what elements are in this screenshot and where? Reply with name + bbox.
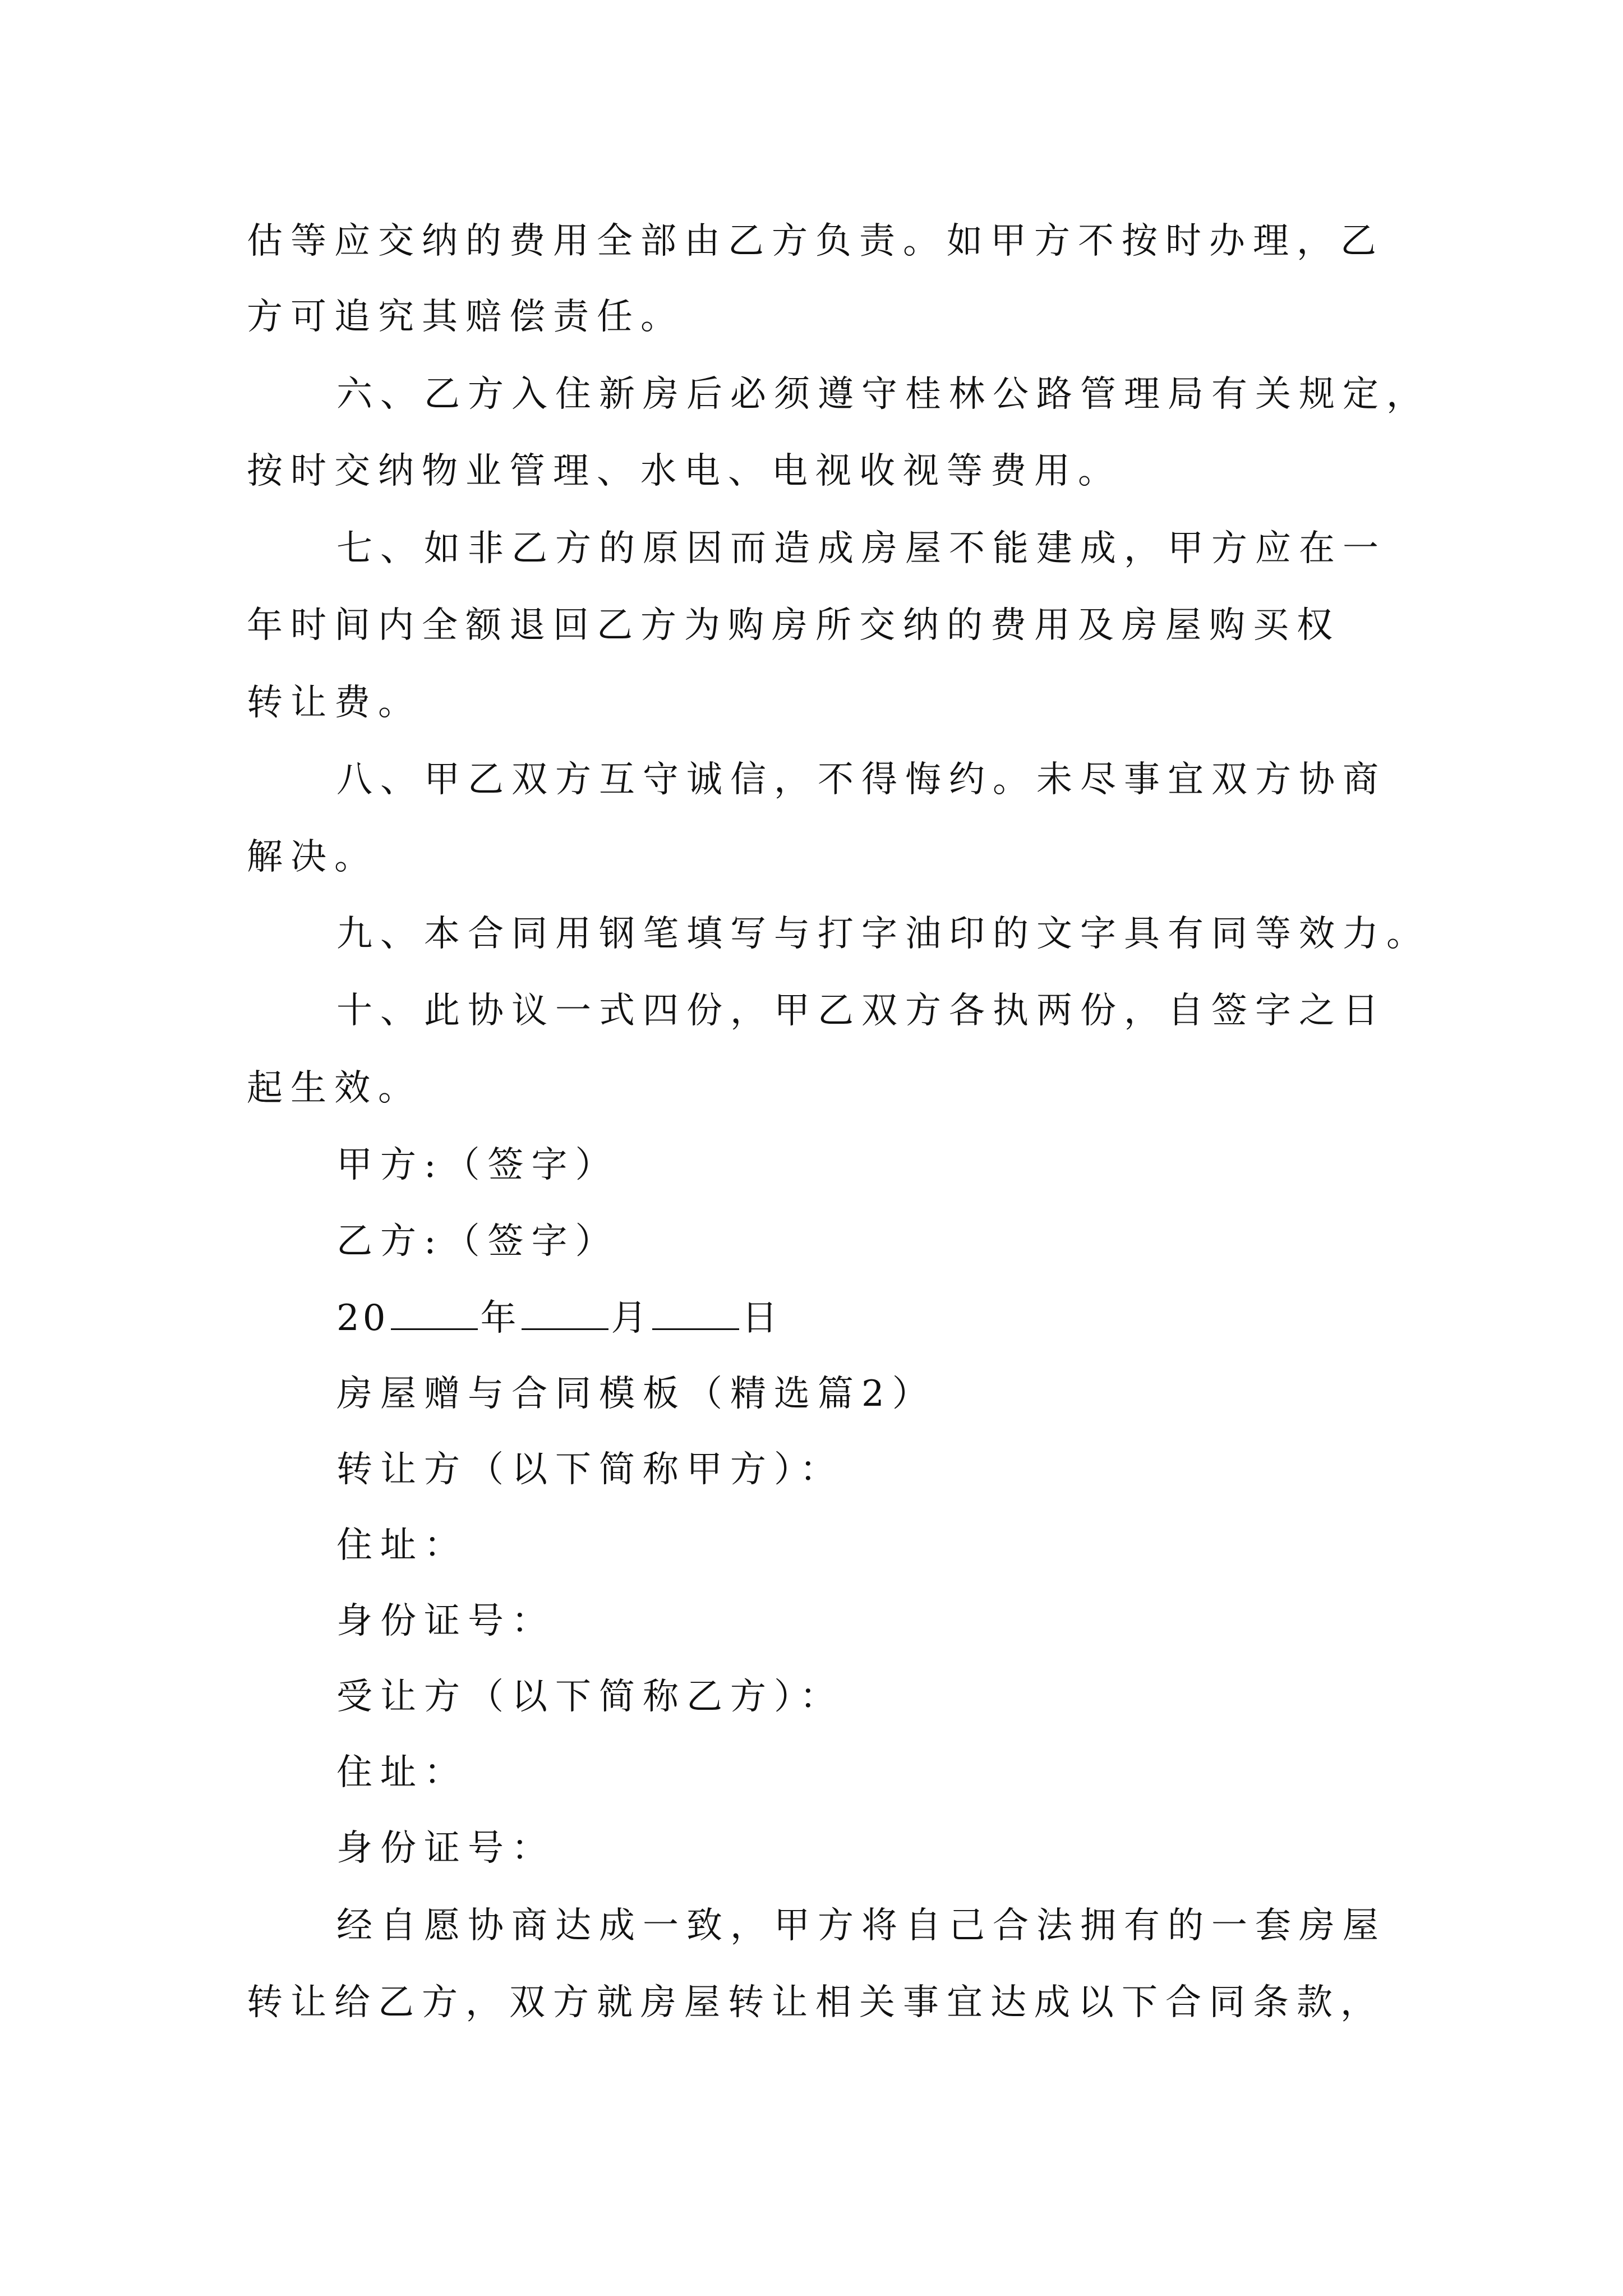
- date-prefix: 20: [336, 1297, 389, 1339]
- paragraph-line: 转让费。: [247, 682, 422, 724]
- paragraph-line: 解决。: [247, 836, 378, 878]
- party-b-signature: 乙方:（签字）: [336, 1221, 619, 1262]
- paragraph-line: 按时交纳物业管理、水电、电视收视等费用。: [247, 450, 1122, 492]
- address-label: 住址：: [336, 1525, 468, 1566]
- id-number-label: 身份证号：: [336, 1600, 555, 1642]
- clause-nine: 九、本合同用钢笔填写与打字油印的文字具有同等效力。: [336, 913, 1430, 955]
- clause-seven: 七、如非乙方的原因而造成房屋不能建成，甲方应在一: [336, 528, 1386, 569]
- clause-eight: 八、甲乙双方互守诚信，不得悔约。未尽事宜双方协商: [336, 759, 1386, 800]
- transferee-label: 受让方（以下简称乙方）：: [336, 1676, 843, 1718]
- agreement-intro: 经自愿协商达成一致，甲方将自己合法拥有的一套房屋: [336, 1905, 1386, 1947]
- clause-six: 六、乙方入住新房后必须遵守桂林公路管理局有关规定，: [336, 374, 1430, 415]
- year-label: 年: [480, 1297, 520, 1339]
- paragraph-line: 估等应交纳的费用全部由乙方负责。如甲方不按时办理，乙: [247, 220, 1384, 262]
- party-a-signature: 甲方:（签字）: [336, 1144, 619, 1186]
- paragraph-line: 起生效。: [247, 1068, 422, 1109]
- day-label: 日: [741, 1297, 781, 1339]
- clause-ten: 十、此协议一式四份，甲乙双方各执两份，自签字之日: [336, 990, 1386, 1032]
- id-number-label: 身份证号：: [336, 1828, 555, 1869]
- paragraph-line: 方可追究其赔偿责任。: [247, 296, 684, 338]
- month-blank: [522, 1297, 608, 1330]
- year-blank: [391, 1297, 478, 1330]
- paragraph-line: 年时间内全额退回乙方为购房所交纳的费用及房屋购买权: [247, 605, 1340, 646]
- section-title: 房屋赠与合同模板（精选篇2）: [336, 1373, 936, 1415]
- paragraph-line: 转让给乙方，双方就房屋转让相关事宜达成以下合同条款，: [247, 1982, 1384, 2023]
- address-label: 住址：: [336, 1752, 468, 1793]
- month-label: 月: [611, 1297, 651, 1339]
- day-blank: [652, 1297, 739, 1330]
- transferor-label: 转让方（以下简称甲方）：: [336, 1449, 843, 1490]
- signing-date: [336, 1296, 781, 1341]
